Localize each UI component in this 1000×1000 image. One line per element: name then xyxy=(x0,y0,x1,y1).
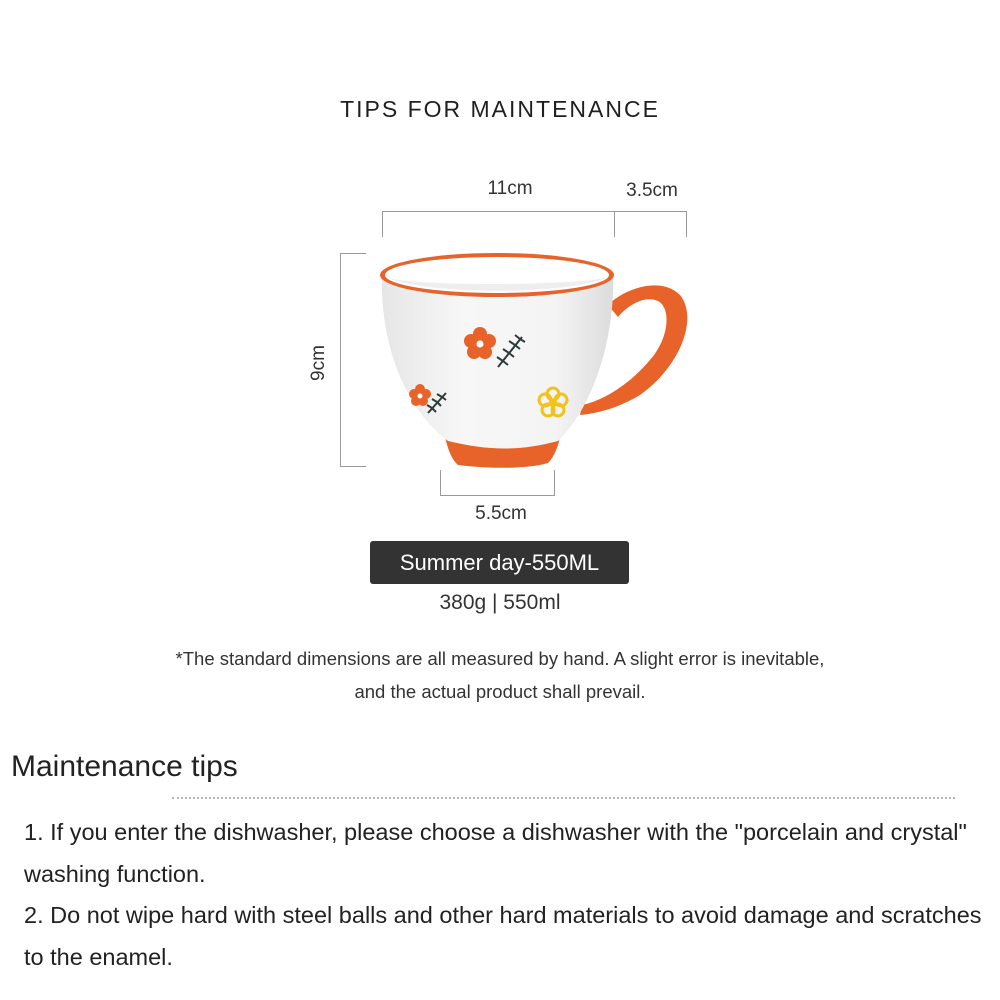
height-dimension-label: 9cm xyxy=(308,345,329,381)
handle-dimension-label: 3.5cm xyxy=(626,180,678,201)
height-dimension-tick-bottom xyxy=(340,466,366,467)
width-dimension-tick-middle xyxy=(614,211,615,237)
height-dimension-line xyxy=(340,253,341,467)
base-dimension-label: 5.5cm xyxy=(475,503,527,524)
mug-image xyxy=(370,245,700,475)
maintenance-tips-list xyxy=(24,812,989,978)
base-dimension-line xyxy=(440,495,555,496)
product-spec: 380g | 550ml xyxy=(439,591,561,614)
measurement-note-line-2: and the actual product shall prevail. xyxy=(354,681,646,702)
width-dimension-tick-left xyxy=(382,211,383,237)
width-dimension-label: 11cm xyxy=(487,178,533,199)
maintenance-tip-2: 2. Do not wipe hard with steel balls and other hard materials to avoid damage and scratches to the enamel. xyxy=(24,902,982,970)
maintenance-tip-1: 1. If you enter the dishwasher, please choose a dishwasher with the "porcelain and crystal" washing function. xyxy=(24,819,967,887)
height-dimension-tick-top xyxy=(340,253,366,254)
measurement-note-line-1: *The standard dimensions are all measured by hand. A slight error is inevitable, xyxy=(175,648,825,669)
maintenance-heading: Maintenance tips xyxy=(11,750,238,783)
product-name-badge: Summer day-550ML xyxy=(370,541,629,584)
dotted-divider xyxy=(172,797,955,799)
mug-body xyxy=(382,275,613,449)
width-dimension-line xyxy=(382,211,687,212)
width-dimension-tick-right xyxy=(686,211,687,237)
page-title: TIPS FOR MAINTENANCE xyxy=(340,96,660,122)
measurement-note xyxy=(0,642,1000,708)
